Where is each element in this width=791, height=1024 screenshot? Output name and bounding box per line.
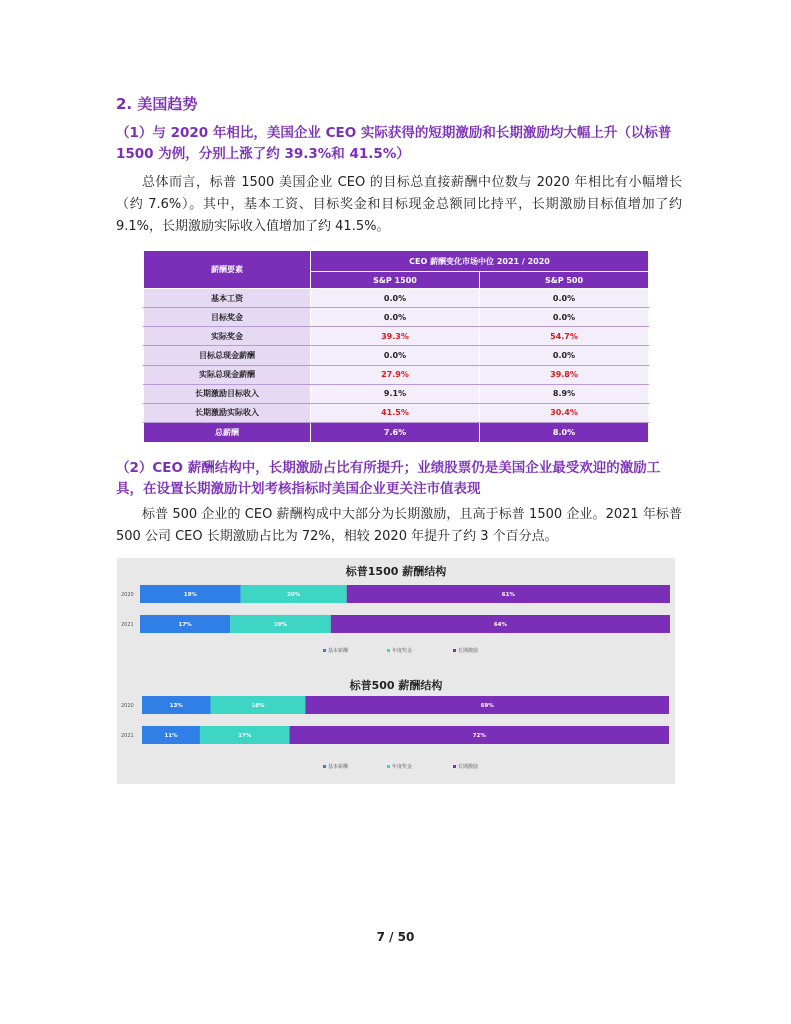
data-label: 20%	[287, 592, 301, 598]
category-label: 2020	[121, 592, 134, 598]
legend-swatch	[323, 765, 326, 768]
table-row-label: 目标奖金	[144, 308, 311, 327]
data-label: 13%	[169, 703, 183, 709]
table-cell-sp500: 39.8%	[480, 365, 649, 384]
pay-structure-chart-panel	[117, 558, 675, 784]
subheading-1: （1）与 2020 年相比，美国企业 CEO 实际获得的短期激励和长期激励均大幅上升（以标普 1500 为例，分别上涨了约 39.3%和 41.5%）	[116, 125, 672, 162]
category-label: 2021	[121, 733, 134, 739]
table-cell-sp500: 0.0%	[480, 308, 649, 327]
page-number: 7 / 50	[376, 930, 415, 944]
table-cell-sp500: 8.9%	[480, 384, 649, 403]
table-cell-sp1500: 39.3%	[311, 327, 480, 346]
legend-swatch	[387, 649, 390, 652]
table-row-label: 长期激励实际收入	[144, 403, 311, 422]
subheading-2: （2）CEO 薪酬结构中，长期激励占比有所提升；业绩股票仍是美国企业最受欢迎的激励工具，在设置长期激励计划考核指标时美国企业更关注市值表现	[116, 460, 661, 497]
data-label: 64%	[493, 622, 507, 628]
table-row	[144, 327, 649, 346]
table-cell-sp500: 54.7%	[480, 327, 649, 346]
data-label: 17%	[238, 733, 252, 739]
table-cell-sp1500: 0.0%	[311, 289, 480, 308]
category-label: 2021	[121, 622, 134, 628]
table-row	[144, 384, 649, 403]
data-label: 19%	[183, 592, 197, 598]
legend-label: 年度奖金	[392, 764, 413, 770]
pay-structure-charts	[117, 558, 675, 784]
table-row-label: 目标总现金薪酬	[144, 346, 311, 365]
data-label: 61%	[501, 592, 515, 598]
table-row	[144, 403, 649, 422]
table-footer-row	[144, 422, 649, 442]
table-cell-sp500: 0.0%	[480, 289, 649, 308]
legend-label: 长期激励	[458, 764, 479, 770]
table-row-label: 长期激励目标收入	[144, 384, 311, 403]
table-row	[144, 308, 649, 327]
paragraph-1: 总体而言，标普 1500 美国企业 CEO 的目标总直接薪酬中位数与 2020 年相比有小幅增长（约 7.6%）。其中，基本工资、目标奖金和目标现金总额同比持平，长期激励目标值增加了约 9.1%，长期激励实际收入值增加了约 41.5%。	[116, 175, 682, 234]
data-label: 69%	[480, 703, 494, 709]
table-cell-sp500: 0.0%	[480, 346, 649, 365]
table-cell-sp1500: 0.0%	[311, 346, 480, 365]
legend-swatch	[387, 765, 390, 768]
data-label: 11%	[164, 733, 178, 739]
chart-title: 标普1500 薪酬结构	[345, 565, 447, 578]
table-cell-sp1500: 0.0%	[311, 308, 480, 327]
table-footer-v1: 7.6%	[311, 422, 480, 442]
table-header-group: CEO 薪酬变化市场中位 2021 / 2020	[311, 251, 649, 272]
legend-swatch	[323, 649, 326, 652]
category-label: 2020	[121, 703, 134, 709]
legend-label: 基本薪酬	[328, 648, 349, 654]
data-label: 17%	[178, 622, 192, 628]
table-header-element: 薪酬要素	[144, 251, 311, 289]
table-row	[144, 289, 649, 308]
legend-swatch	[453, 649, 456, 652]
table-row-label: 实际奖金	[144, 327, 311, 346]
table-cell-sp1500: 27.9%	[311, 365, 480, 384]
ceo-pay-change-table	[143, 250, 649, 443]
table-cell-sp1500: 41.5%	[311, 403, 480, 422]
data-label: 72%	[472, 733, 486, 739]
table-row	[144, 346, 649, 365]
table-header-sp1500: S&P 1500	[311, 272, 480, 289]
section-heading: 2. 美国趋势	[116, 95, 198, 113]
chart-title: 标普500 薪酬结构	[349, 679, 443, 692]
legend-label: 基本薪酬	[328, 764, 349, 770]
table-cell-sp1500: 9.1%	[311, 384, 480, 403]
table-row-label: 基本工资	[144, 289, 311, 308]
paragraph-2: 标普 500 企业的 CEO 薪酬构成中大部分为长期激励，且高于标普 1500 企业。2021 年标普 500 公司 CEO 长期激励占比为 72%，相较 2020 年提升了约 3 个百分点。	[116, 507, 682, 544]
legend-swatch	[453, 765, 456, 768]
data-label: 19%	[273, 622, 288, 628]
data-label: 18%	[251, 703, 265, 709]
table-footer-v2: 8.0%	[480, 422, 649, 442]
table-cell-sp500: 30.4%	[480, 403, 649, 422]
table-row-label: 实际总现金薪酬	[144, 365, 311, 384]
legend-label: 年度奖金	[392, 648, 413, 654]
table-header-sp500: S&P 500	[480, 272, 649, 289]
table-footer-label: 总薪酬	[144, 422, 311, 442]
table-row	[144, 365, 649, 384]
legend-label: 长期激励	[458, 648, 479, 654]
